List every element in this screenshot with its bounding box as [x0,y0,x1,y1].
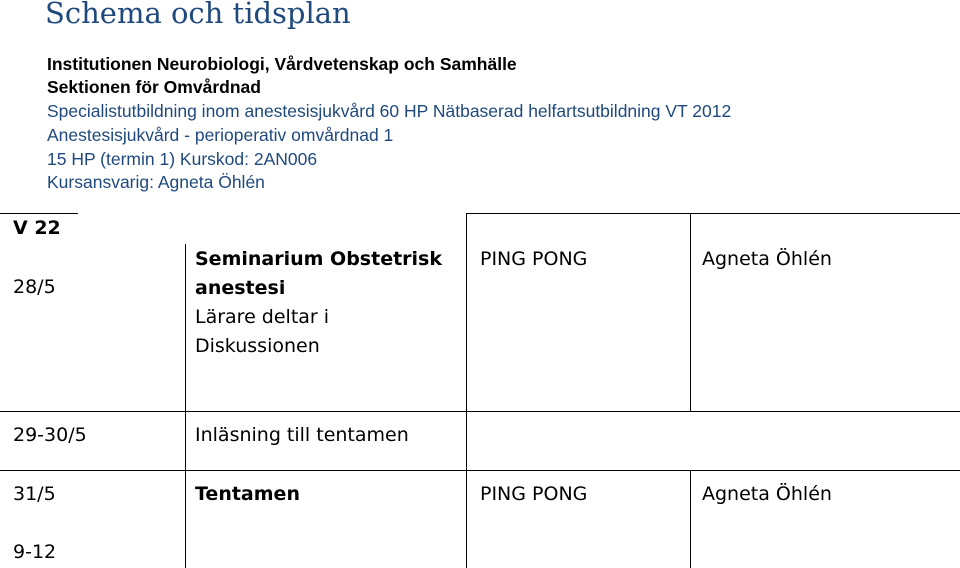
date-cell: 31/5 [13,483,56,505]
grid-line-col-2 [466,213,467,568]
program-line: Specialistutbildning inom anestesisjukvård 60 HP Nätbaserad helfartsutbildning VT 2012 [47,101,732,121]
grid-line-col-4 [690,470,691,568]
week-label: V 22 [13,217,61,239]
section-line: Sektionen för Omvårdnad [47,77,261,97]
place-cell: PING PONG [480,483,588,505]
activity-title-cont: anestesi [195,277,286,299]
credits-line: 15 HP (termin 1) Kurskod: 2AN006 [47,149,318,169]
activity-cell: Tentamen [195,483,300,505]
date-cell: 28/5 [13,276,56,298]
institution-line: Institutionen Neurobiologi, Vårdvetenskap och Samhälle [47,54,517,74]
course-line: Anestesisjukvård - perioperativ omvårdnad 1 [47,125,394,145]
teacher-cell: Agneta Öhlén [702,248,832,270]
grid-line-row-2 [0,470,960,471]
teacher-cell: Agneta Öhlén [702,483,832,505]
grid-line-col-3 [690,213,691,411]
activity-title: Seminarium Obstetrisk [195,248,442,270]
time-cell: 9-12 [13,541,57,563]
activity-note-cont: Diskussionen [195,335,320,357]
date-cell: 29-30/5 [13,424,87,446]
grid-line-row-1 [0,411,960,412]
activity-cell: Inläsning till tentamen [195,424,409,446]
responsible-line: Kursansvarig: Agneta Öhlén [47,172,265,192]
activity-note: Lärare deltar i [195,306,330,328]
place-cell: PING PONG [480,248,588,270]
grid-line-col-1 [185,244,186,568]
activity-cell [195,245,442,361]
grid-line-top-right [466,213,960,214]
page-title: Schema och tidsplan [45,0,351,30]
